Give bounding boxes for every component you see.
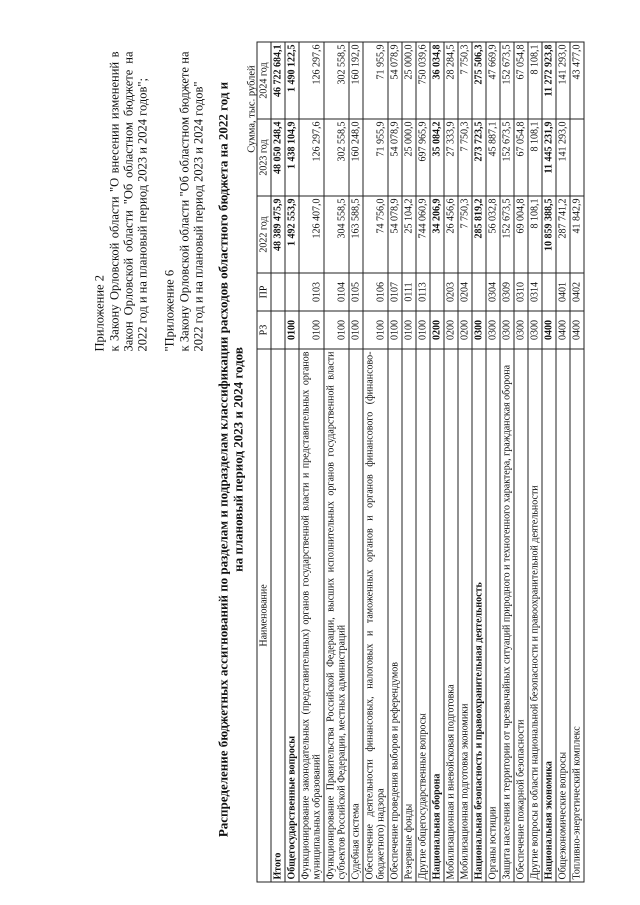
cell-2023: 54 078,9 [388,119,402,196]
cell-2022: 152 673,5 [500,196,514,273]
cell-pr: 0105 [349,273,363,311]
cell-name: Мобилизационная и вневойсковая подготовка [444,349,458,882]
cell-2023: 11 445 231,9 [542,119,556,196]
cell-2024: 126 297,6 [299,42,324,119]
budget-table [257,42,585,883]
cell-name: Общеэкономические вопросы [556,349,570,882]
cell-pr: 0107 [388,273,402,311]
cell-name: Обеспечение пожарной безопасности [514,349,528,882]
cell-2022: 48 389 475,9 [271,196,285,273]
header-pr: ПР [257,273,271,311]
cell-pr: 0402 [570,273,584,311]
cell-2024: 28 284,5 [444,42,458,119]
cell-2022: 163 588,5 [349,196,363,273]
table-row [514,42,528,882]
cell-pr: 0204 [458,273,472,311]
cell-2024: 7 750,3 [458,42,472,119]
title-line-2: на плановый период 2023 и 2024 годов [230,347,246,572]
cell-rz: 0300 [514,311,528,349]
annex-6-heading: "Приложение 6 [162,269,177,352]
cell-2022: 26 456,6 [444,196,458,273]
cell-2024: 54 078,9 [388,42,402,119]
cell-pr [542,273,556,311]
cell-rz: 0100 [416,311,430,349]
cell-2022: 74 756,0 [363,196,388,273]
cell-2022: 41 842,9 [570,196,584,273]
cell-name: Функционирование законодательных (представительных) органов государственной власти и представительных органов муниципальных образований [299,349,324,882]
cell-pr: 0111 [402,273,416,311]
cell-2023 [570,119,584,196]
document-title [216,35,246,885]
cell-rz: 0200 [458,311,472,349]
table-row [388,42,402,882]
cell-2024: 1 490 122,5 [285,42,299,119]
table-row [486,42,500,882]
cell-2022: 126 407,0 [299,196,324,273]
cell-rz: 0300 [528,311,542,349]
table-row [528,42,542,882]
cell-2024: 302 558,5 [324,42,349,119]
cell-rz: 0100 [388,311,402,349]
cell-2022: 8 108,1 [528,196,542,273]
table-row [363,42,388,882]
cell-2023: 273 723,5 [472,119,486,196]
table-row [349,42,363,882]
cell-name: Обеспечение проведения выборов и референдумов [388,349,402,882]
table-row [299,42,324,882]
cell-name: Национальная оборона [430,349,444,882]
cell-2022: 285 819,2 [472,196,486,273]
header-2024: 2024 год [257,42,271,119]
cell-name: Резервные фонды [402,349,416,882]
cell-rz: 0100 [402,311,416,349]
table-header-row [257,42,271,882]
cell-rz: 0100 [285,311,299,349]
cell-name: Общегосударственные вопросы [285,349,299,882]
cell-pr [472,273,486,311]
table-row [402,42,416,882]
annex-2-body: к Закону Орловской области "О внесении изменений в Закон Орловской области "Об областном бюджете на 2022 год и на плановый период 2023 и 2024 годов"; [107,51,150,352]
table-row [430,42,444,882]
cell-2023: 8 108,1 [528,119,542,196]
cell-2023: 71 955,9 [363,119,388,196]
cell-2022: 304 558,5 [324,196,349,273]
cell-2023: 25 000,0 [402,119,416,196]
cell-name: Судебная система [349,349,363,882]
cell-2022: 69 004,8 [514,196,528,273]
cell-2023: 141 293,0 [556,119,570,196]
annex-2-note [93,52,150,352]
cell-name: Национальная безопасность и правоохранительная деятельность [472,349,486,882]
cell-rz: 0100 [324,311,349,349]
cell-pr: 0113 [416,273,430,311]
table-row [570,42,584,882]
cell-2022: 10 859 388,5 [542,196,556,273]
cell-pr [285,273,299,311]
cell-2023: 302 558,5 [324,119,349,196]
cell-2024: 71 955,9 [363,42,388,119]
cell-rz: 0400 [556,311,570,349]
cell-2024: 160 192,0 [349,42,363,119]
cell-name: Другие вопросы в области национальной безопасности и правоохранительной деятельности [528,349,542,882]
table-row [500,42,514,882]
cell-2023: 152 673,5 [500,119,514,196]
annex-6-note [163,52,206,352]
header-name: Наименование [257,349,271,882]
cell-pr: 0203 [444,273,458,311]
cell-name: Национальная экономика [542,349,556,882]
cell-pr: 0104 [324,273,349,311]
table-row [556,42,570,882]
cell-2024: 43 477,0 [570,42,584,119]
table-row [444,42,458,882]
cell-rz: 0300 [472,311,486,349]
cell-2022: 744 060,9 [416,196,430,273]
cell-2023: 1 438 104,9 [285,119,299,196]
cell-2022: 34 206,9 [430,196,444,273]
cell-2023: 45 887,1 [486,119,500,196]
header-2023: 2023 год [257,119,271,196]
document-page [1,0,640,905]
cell-2024: 141 293,0 [556,42,570,119]
cell-2023: 160 248,0 [349,119,363,196]
table-row [472,42,486,882]
header-rz: РЗ [257,311,271,349]
cell-pr: 0314 [528,273,542,311]
cell-rz: 0400 [542,311,556,349]
title-line-1: Распределение бюджетных ассигнований по разделам и подразделам классификации расходов областного бюджета на 2022 год и [215,81,231,838]
header-2022: 2022 год [257,196,271,273]
cell-2022: 287 741,2 [556,196,570,273]
cell-name: Другие общегосударственные вопросы [416,349,430,882]
cell-rz: 0200 [444,311,458,349]
cell-2023: 7 750,3 [458,119,472,196]
table-row [324,42,349,882]
cell-2023: 27 333,9 [444,119,458,196]
cell-pr: 0106 [363,273,388,311]
table-body [271,42,584,882]
cell-2024: 11 272 923,8 [542,42,556,119]
cell-2023: 697 965,9 [416,119,430,196]
cell-name: Мобилизационная подготовка экономики [458,349,472,882]
cell-2022: 7 750,3 [458,196,472,273]
annex-6-body: к Закону Орловской области "Об областном бюджете на 2022 год и на плановый период 2023 и 2024 годов" [177,51,206,352]
cell-pr: 0309 [500,273,514,311]
table-row [542,42,556,882]
annex-2-heading: Приложение 2 [92,275,107,352]
cell-pr: 0304 [486,273,500,311]
cell-name: Обеспечение деятельности финансовых, налоговых и таможенных органов и органов финансового (финансово-бюджетного) надзора [363,349,388,882]
cell-rz: 0100 [299,311,324,349]
cell-2024: 36 034,8 [430,42,444,119]
cell-rz: 0400 [570,311,584,349]
cell-rz [271,311,285,349]
table-row [285,42,299,882]
cell-2024: 275 506,3 [472,42,486,119]
cell-rz: 0100 [363,311,388,349]
cell-rz: 0100 [349,311,363,349]
table-row [458,42,472,882]
cell-2024: 750 039,6 [416,42,430,119]
cell-2023: 48 050 248,4 [271,119,285,196]
cell-pr [271,273,285,311]
cell-pr [430,273,444,311]
cell-2022: 54 078,9 [388,196,402,273]
cell-pr: 0310 [514,273,528,311]
units-caption: Сумма, тыс. рублей [246,65,258,153]
cell-name: Итого [271,349,285,882]
cell-rz: 0200 [430,311,444,349]
cell-2024: 8 108,1 [528,42,542,119]
cell-2022: 25 104,2 [402,196,416,273]
table-row [416,42,430,882]
cell-name: Органы юстиции [486,349,500,882]
cell-2022: 56 032,8 [486,196,500,273]
cell-name: Защита населения и территории от чрезвычайных ситуаций природного и техногенного характера, гражданская оборона [500,349,514,882]
cell-2024: 152 673,5 [500,42,514,119]
cell-2023: 126 297,6 [299,119,324,196]
cell-2024: 25 000,0 [402,42,416,119]
cell-rz: 0300 [500,311,514,349]
cell-2023: 67 054,8 [514,119,528,196]
cell-name: Функционирование Правительства Российской Федерации, высших исполнительных органов государственной власти субъектов Российской Федерации, местных администраций [324,349,349,882]
cell-2024: 47 669,9 [486,42,500,119]
cell-2022: 1 492 553,9 [285,196,299,273]
cell-rz: 0300 [486,311,500,349]
cell-2024: 46 722 684,1 [271,42,285,119]
cell-pr: 0401 [556,273,570,311]
cell-2024: 67 054,8 [514,42,528,119]
cell-name: Топливно-энергетический комплекс [570,349,584,882]
cell-2023: 35 084,2 [430,119,444,196]
cell-pr: 0103 [299,273,324,311]
table-row [271,42,285,882]
